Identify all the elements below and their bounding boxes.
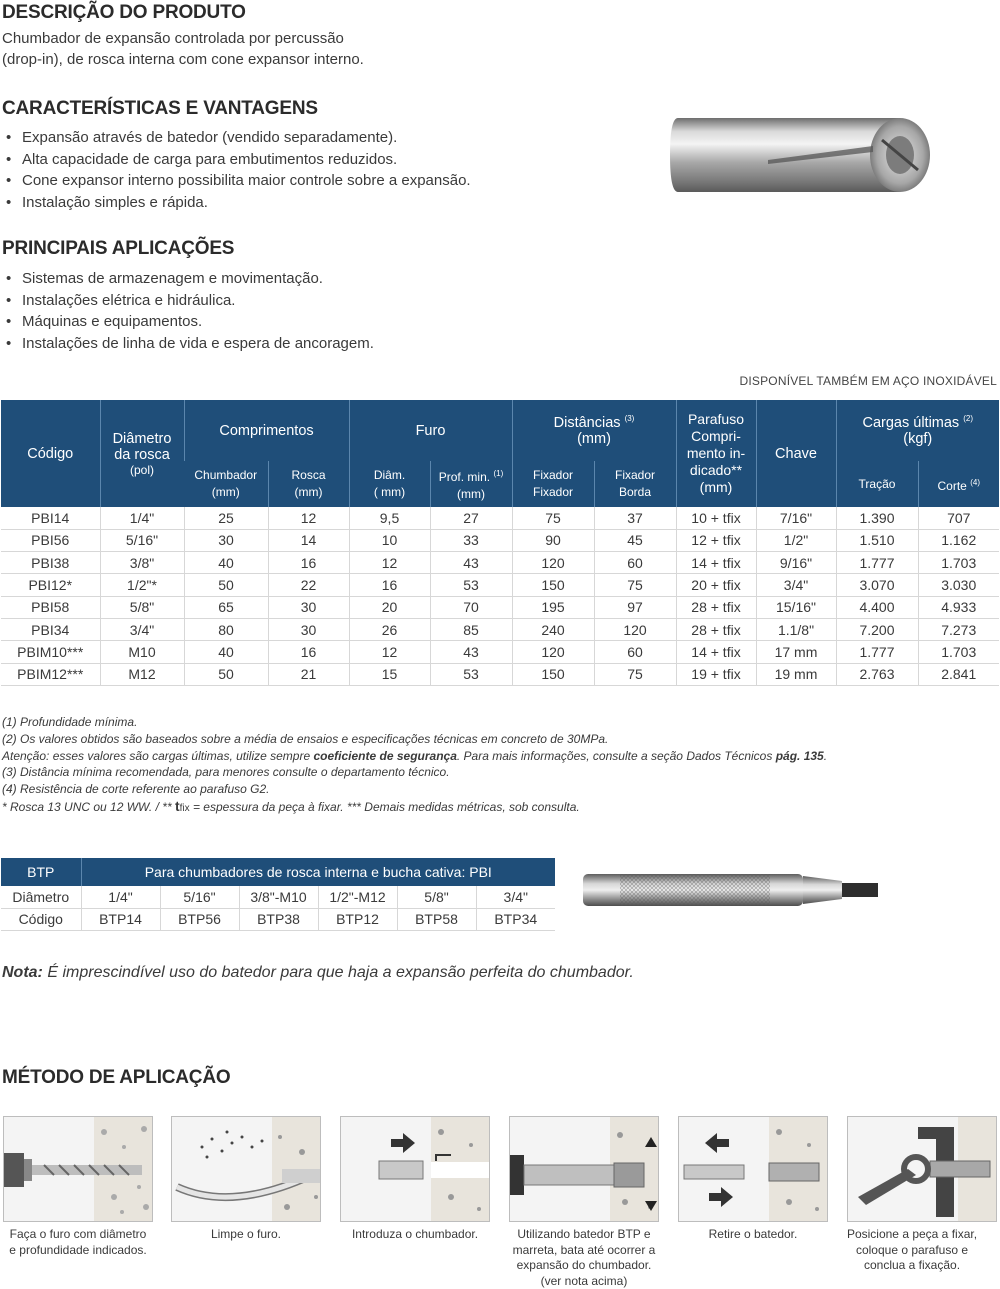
btp-header: BTP xyxy=(1,858,81,886)
table-cell: 30 xyxy=(268,618,349,640)
step-4-image xyxy=(509,1116,659,1222)
footnote-text: Atenção: esses valores são cargas últimas, utilize sempre xyxy=(2,748,314,763)
caption-line: Retire o batedor. xyxy=(708,1227,798,1241)
description-line: (drop-in), de rosca interna com cone expansor interno. xyxy=(2,51,364,68)
footnote-emphasis: coeficiente de segurança xyxy=(313,748,457,763)
header-text: Borda xyxy=(618,485,652,499)
header-text: Corte xyxy=(937,478,967,493)
table-cell: 1.390 xyxy=(836,507,918,529)
section-title-applications: PRINCIPAIS APLICAÇÕES xyxy=(2,238,235,259)
product-code-cell: PBI14 xyxy=(1,507,100,529)
section-title-method: MÉTODO DE APLICAÇÃO xyxy=(2,1067,231,1088)
tool-note xyxy=(2,964,634,982)
btp-cell: 1/2"-M12 xyxy=(318,886,397,908)
header-text: Diâmetro xyxy=(112,430,172,447)
table-cell: 21 xyxy=(268,663,349,685)
list-item: • Instalações de linha de vida e espera de ancoragem. xyxy=(2,333,374,355)
table-cell: 80 xyxy=(184,618,268,640)
table-cell: 1.162 xyxy=(918,529,999,551)
step-2-caption xyxy=(161,1227,331,1243)
btp-row-diametro xyxy=(1,886,555,908)
table-cell: 22 xyxy=(268,574,349,596)
step-6-caption xyxy=(827,1227,997,1274)
table-cell: 4.933 xyxy=(918,596,999,618)
table-cell: 28 + tfix xyxy=(676,618,756,640)
table-cell: 60 xyxy=(594,641,676,663)
table-row xyxy=(1,574,999,596)
footnote: (4) Resistência de corte referente ao parafuso G2. xyxy=(2,782,270,797)
caption-line: Faça o furo com diâmetro xyxy=(9,1227,147,1241)
table-cell: 37 xyxy=(594,507,676,529)
step-3-image xyxy=(340,1116,490,1222)
list-item: • Expansão através de batedor (vendido separadamente). xyxy=(2,127,471,149)
table-cell: 150 xyxy=(512,663,594,685)
product-code-cell: PBI56 xyxy=(1,529,100,551)
caption-line: (ver nota acima) xyxy=(540,1273,628,1288)
table-cell: 43 xyxy=(430,552,512,574)
header-text: Compri- xyxy=(691,428,741,444)
table-cell: 60 xyxy=(594,552,676,574)
table-cell: 1.703 xyxy=(918,552,999,574)
header-text: (mm) xyxy=(457,487,485,501)
table-cell: 707 xyxy=(918,507,999,529)
table-cell: 1.703 xyxy=(918,641,999,663)
table-cell: 1/2" xyxy=(756,529,836,551)
step-4-caption xyxy=(499,1227,669,1289)
caption-line: e profundidade indicados. xyxy=(9,1242,147,1257)
list-item: • Máquinas e equipamentos. xyxy=(2,311,374,333)
footnote xyxy=(2,798,827,818)
table-cell: 97 xyxy=(594,596,676,618)
table-cell: 50 xyxy=(184,663,268,685)
step-6-image xyxy=(847,1116,997,1222)
description-text xyxy=(2,28,364,70)
table-cell: 9/16" xyxy=(756,552,836,574)
features-list xyxy=(2,127,471,213)
btp-row-label: Diâmetro xyxy=(1,886,81,908)
btp-header-title: Para chumbadores de rosca interna e bucha cativa: PBI xyxy=(81,858,555,886)
footnote-text: = espessura da peça à fixar. *** Demais medidas métricas, sob consulta. xyxy=(189,799,580,814)
header-text: (kgf) xyxy=(903,430,933,447)
description-line: Chumbador de expansão controlada por percussão xyxy=(2,30,344,47)
header-text: Rosca xyxy=(291,468,326,482)
header-text: da rosca xyxy=(114,446,170,463)
product-code-cell: PBIM10*** xyxy=(1,641,100,663)
product-code-cell: PBI38 xyxy=(1,552,100,574)
header-text: Diâm. xyxy=(373,468,406,482)
header-text: (mm) xyxy=(577,430,611,447)
header-text: Cargas últimas xyxy=(862,414,960,431)
table-cell: 1.777 xyxy=(836,552,918,574)
list-item: • Cone expansor interno possibilita maior controle sobre a expansão. xyxy=(2,170,471,192)
anchor-product-image xyxy=(668,112,938,198)
caption-line: Posicione a peça a fixar, xyxy=(846,1227,978,1241)
table-cell: 14 + tfix xyxy=(676,641,756,663)
footnote: (1) Profundidade mínima. xyxy=(2,715,138,729)
product-code-cell: PBIM12*** xyxy=(1,663,100,685)
table-cell: 14 xyxy=(268,529,349,551)
table-cell: 27 xyxy=(430,507,512,529)
btp-table xyxy=(1,858,555,931)
setting-tool-image xyxy=(580,868,885,912)
caption-line: marreta, bata até ocorrer a xyxy=(512,1242,656,1257)
table-row xyxy=(1,529,999,551)
btp-cell: 5/8" xyxy=(397,886,476,908)
footnote-ref: (3) xyxy=(624,414,635,424)
table-cell: 19 + tfix xyxy=(676,663,756,685)
footnote-text: . Para mais informações, consulte a seção Dados Técnicos xyxy=(456,748,776,763)
table-cell: 17 mm xyxy=(756,641,836,663)
table-cell: 43 xyxy=(430,641,512,663)
table-cell: 75 xyxy=(594,663,676,685)
header-prof-min xyxy=(430,461,512,507)
list-item: • Instalação simples e rápida. xyxy=(2,192,471,214)
btp-cell: 1/4" xyxy=(81,886,160,908)
product-code-cell: PBI12* xyxy=(1,574,100,596)
applications-list xyxy=(2,268,374,354)
header-text: ( mm) xyxy=(373,485,406,499)
step-1-image xyxy=(3,1116,153,1222)
header-text: Prof. min. xyxy=(438,470,491,484)
table-cell: 20 xyxy=(349,596,430,618)
table-cell: 4.400 xyxy=(836,596,918,618)
table-cell: 12 xyxy=(268,507,349,529)
header-text: Parafuso xyxy=(687,411,745,427)
section-title-features: CARACTERÍSTICAS E VANTAGENS xyxy=(2,98,318,119)
table-cell: 1.1/8" xyxy=(756,618,836,640)
header-text: Distâncias xyxy=(553,414,621,431)
table-cell: 2.841 xyxy=(918,663,999,685)
table-cell: 5/16" xyxy=(100,529,184,551)
btp-cell: BTP12 xyxy=(318,908,397,930)
btp-row-label: Código xyxy=(1,908,81,930)
table-cell: 16 xyxy=(349,574,430,596)
btp-cell: BTP56 xyxy=(160,908,239,930)
table-cell: 75 xyxy=(512,507,594,529)
header-text: (mm) xyxy=(294,485,323,499)
step-5-image xyxy=(678,1116,828,1222)
btp-cell: BTP38 xyxy=(239,908,318,930)
footnote-ref: (4) xyxy=(970,477,980,487)
table-cell: 7.200 xyxy=(836,618,918,640)
table-cell: 240 xyxy=(512,618,594,640)
caption-line: Limpe o furo. xyxy=(210,1227,282,1241)
table-cell: 30 xyxy=(268,596,349,618)
table-cell: 1/2"* xyxy=(100,574,184,596)
table-cell: 3.070 xyxy=(836,574,918,596)
table-cell: 1/4" xyxy=(100,507,184,529)
caption-line: Utilizando batedor BTP e xyxy=(517,1227,651,1241)
header-furo: Furo xyxy=(349,400,512,461)
table-cell: 20 + tfix xyxy=(676,574,756,596)
header-text: dicado** xyxy=(689,462,743,478)
header-tracao: Tração xyxy=(836,461,918,507)
header-distancias xyxy=(512,400,676,461)
table-cell: 12 xyxy=(349,552,430,574)
product-code-cell: PBI58 xyxy=(1,596,100,618)
table-cell: 10 + tfix xyxy=(676,507,756,529)
table-cell: 5/8" xyxy=(100,596,184,618)
header-codigo: Código xyxy=(1,400,100,507)
table-row xyxy=(1,663,999,685)
list-item: • Alta capacidade de carga para embutimentos reduzidos. xyxy=(2,149,471,171)
header-chumbador xyxy=(184,461,268,507)
specifications-table xyxy=(1,400,999,686)
table-cell: M12 xyxy=(100,663,184,685)
table-cell: 33 xyxy=(430,529,512,551)
btp-row-codigo xyxy=(1,908,555,930)
table-row xyxy=(1,552,999,574)
header-text: Fixador xyxy=(532,485,573,499)
btp-cell: 5/16" xyxy=(160,886,239,908)
footnote-symbol: t xyxy=(174,797,180,814)
caption-line: coloque o parafuso e xyxy=(855,1242,969,1257)
table-cell: 3.030 xyxy=(918,574,999,596)
header-parafuso xyxy=(676,400,756,507)
table-cell: 70 xyxy=(430,596,512,618)
header-fixador-borda xyxy=(594,461,676,507)
header-corte xyxy=(918,461,999,507)
table-cell: 45 xyxy=(594,529,676,551)
step-3-caption xyxy=(330,1227,500,1243)
footnote-ref: (2) xyxy=(963,414,973,424)
table-cell: 28 + tfix xyxy=(676,596,756,618)
tool-note-label: Nota: xyxy=(2,964,43,981)
table-cell: 10 xyxy=(349,529,430,551)
footnote-emphasis: pág. 135 xyxy=(775,748,824,763)
header-cargas xyxy=(836,400,999,461)
header-text: (mm) xyxy=(699,479,733,495)
header-diam-furo xyxy=(349,461,430,507)
table-row xyxy=(1,507,999,529)
table-cell: 15 xyxy=(349,663,430,685)
footnote: (3) Distância mínima recomendada, para menores consulte o departamento técnico. xyxy=(2,765,450,780)
list-item: • Instalações elétrica e hidráulica. xyxy=(2,290,374,312)
header-chave: Chave xyxy=(756,400,836,507)
step-5-caption xyxy=(668,1227,838,1243)
table-cell: 19 mm xyxy=(756,663,836,685)
table-cell: 65 xyxy=(184,596,268,618)
table-cell: 16 xyxy=(268,641,349,663)
table-cell: 150 xyxy=(512,574,594,596)
footnotes xyxy=(2,714,827,818)
table-cell: 14 + tfix xyxy=(676,552,756,574)
table-cell: 3/4" xyxy=(100,618,184,640)
table-cell: 2.763 xyxy=(836,663,918,685)
table-cell: 9,5 xyxy=(349,507,430,529)
table-cell: 85 xyxy=(430,618,512,640)
footnote: (2) Os valores obtidos são baseados sobre a média de ensaios e especificações técnicas em concreto de 30MPa. xyxy=(2,731,609,746)
caption-line: conclua a fixação. xyxy=(863,1258,961,1272)
table-cell: 40 xyxy=(184,641,268,663)
table-cell: 12 xyxy=(349,641,430,663)
table-cell: 25 xyxy=(184,507,268,529)
table-cell: 1.777 xyxy=(836,641,918,663)
table-cell: 7.273 xyxy=(918,618,999,640)
caption-line: Introduza o chumbador. xyxy=(351,1227,479,1241)
btp-cell: 3/8"-M10 xyxy=(239,886,318,908)
table-cell: 1.510 xyxy=(836,529,918,551)
list-item: • Sistemas de armazenagem e movimentação. xyxy=(2,268,374,290)
table-cell: 30 xyxy=(184,529,268,551)
btp-cell: 3/4" xyxy=(476,886,555,908)
table-cell: M10 xyxy=(100,641,184,663)
table-cell: 26 xyxy=(349,618,430,640)
tool-note-text: É imprescindível uso do batedor para que haja a expansão perfeita do chumbador. xyxy=(42,964,634,981)
table-row xyxy=(1,596,999,618)
table-row xyxy=(1,618,999,640)
header-rosca xyxy=(268,461,349,507)
header-text: Chumbador xyxy=(194,468,258,482)
table-cell: 16 xyxy=(268,552,349,574)
section-title-description: DESCRIÇÃO DO PRODUTO xyxy=(2,2,246,23)
table-cell: 7/16" xyxy=(756,507,836,529)
table-cell: 75 xyxy=(594,574,676,596)
availability-note: DISPONÍVEL TAMBÉM EM AÇO INOXIDÁVEL xyxy=(739,374,997,388)
footnote-ref: (1) xyxy=(493,469,504,478)
table-cell: 53 xyxy=(430,663,512,685)
footnote-text: * Rosca 13 UNC ou 12 WW. / ** xyxy=(2,799,175,814)
footnote-text: . xyxy=(823,748,828,763)
caption-line: expansão do chumbador. xyxy=(516,1258,652,1272)
header-text: mento in- xyxy=(686,445,746,461)
table-cell: 3/8" xyxy=(100,552,184,574)
header-text: (pol) xyxy=(129,462,154,477)
table-cell: 90 xyxy=(512,529,594,551)
header-comprimentos: Comprimentos xyxy=(184,400,349,461)
table-cell: 40 xyxy=(184,552,268,574)
step-2-image xyxy=(171,1116,321,1222)
table-cell: 120 xyxy=(594,618,676,640)
header-text: Fixador xyxy=(532,468,573,482)
table-cell: 120 xyxy=(512,552,594,574)
header-text: (mm) xyxy=(211,485,240,499)
table-cell: 12 + tfix xyxy=(676,529,756,551)
table-cell: 195 xyxy=(512,596,594,618)
btp-cell: BTP34 xyxy=(476,908,555,930)
step-1-caption xyxy=(0,1227,163,1258)
header-text: Fixador xyxy=(614,468,655,482)
table-cell: 53 xyxy=(430,574,512,596)
table-cell: 120 xyxy=(512,641,594,663)
btp-cell: BTP58 xyxy=(397,908,476,930)
table-row xyxy=(1,641,999,663)
header-diametro xyxy=(100,400,184,507)
footnote-symbol: fix xyxy=(179,802,190,814)
header-fixador-fixador xyxy=(512,461,594,507)
table-cell: 15/16" xyxy=(756,596,836,618)
footnote xyxy=(2,748,827,765)
product-code-cell: PBI34 xyxy=(1,618,100,640)
btp-cell: BTP14 xyxy=(81,908,160,930)
table-cell: 3/4" xyxy=(756,574,836,596)
table-cell: 50 xyxy=(184,574,268,596)
